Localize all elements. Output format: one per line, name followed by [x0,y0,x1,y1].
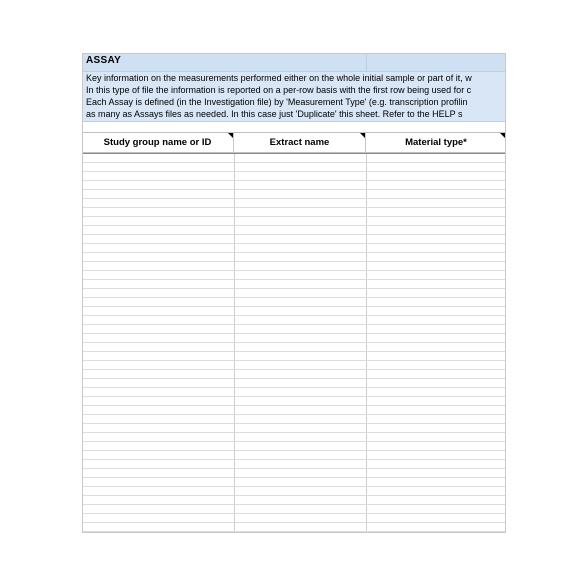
column-header-label: Study group name or ID [103,137,212,148]
header-column-divider [366,53,367,71]
spreadsheet-sheet [82,53,506,533]
comment-indicator-icon[interactable] [500,133,505,138]
column-header-study-group[interactable] [82,133,234,152]
info-line: as many as Assays files as needed. In this case just 'Duplicate' this sheet. Refer to the HELP s [86,109,463,119]
comment-indicator-icon[interactable] [228,133,233,138]
column-header-label: Extract name [269,137,330,148]
column-header-label: Material type* [405,137,467,148]
comment-indicator-icon[interactable] [360,133,365,138]
info-line: In this type of file the information is reported on a per-row basis with the first row being used for c [86,85,472,95]
info-line: Each Assay is defined (in the Investigation file) by 'Measurement Type' (e.g. transcription profilin [86,97,468,107]
empty-cell-grid[interactable] [82,153,506,533]
info-line: Key information on the measurements performed either on the whole initial sample or part of it, w [86,73,472,83]
empty-row[interactable] [82,122,506,133]
section-header[interactable] [82,53,506,72]
section-title: ASSAY [86,55,122,66]
column-header-row [82,133,506,153]
info-text-block[interactable] [82,72,506,122]
column-header-extract-name[interactable] [234,133,366,152]
column-header-material-type[interactable] [366,133,506,152]
